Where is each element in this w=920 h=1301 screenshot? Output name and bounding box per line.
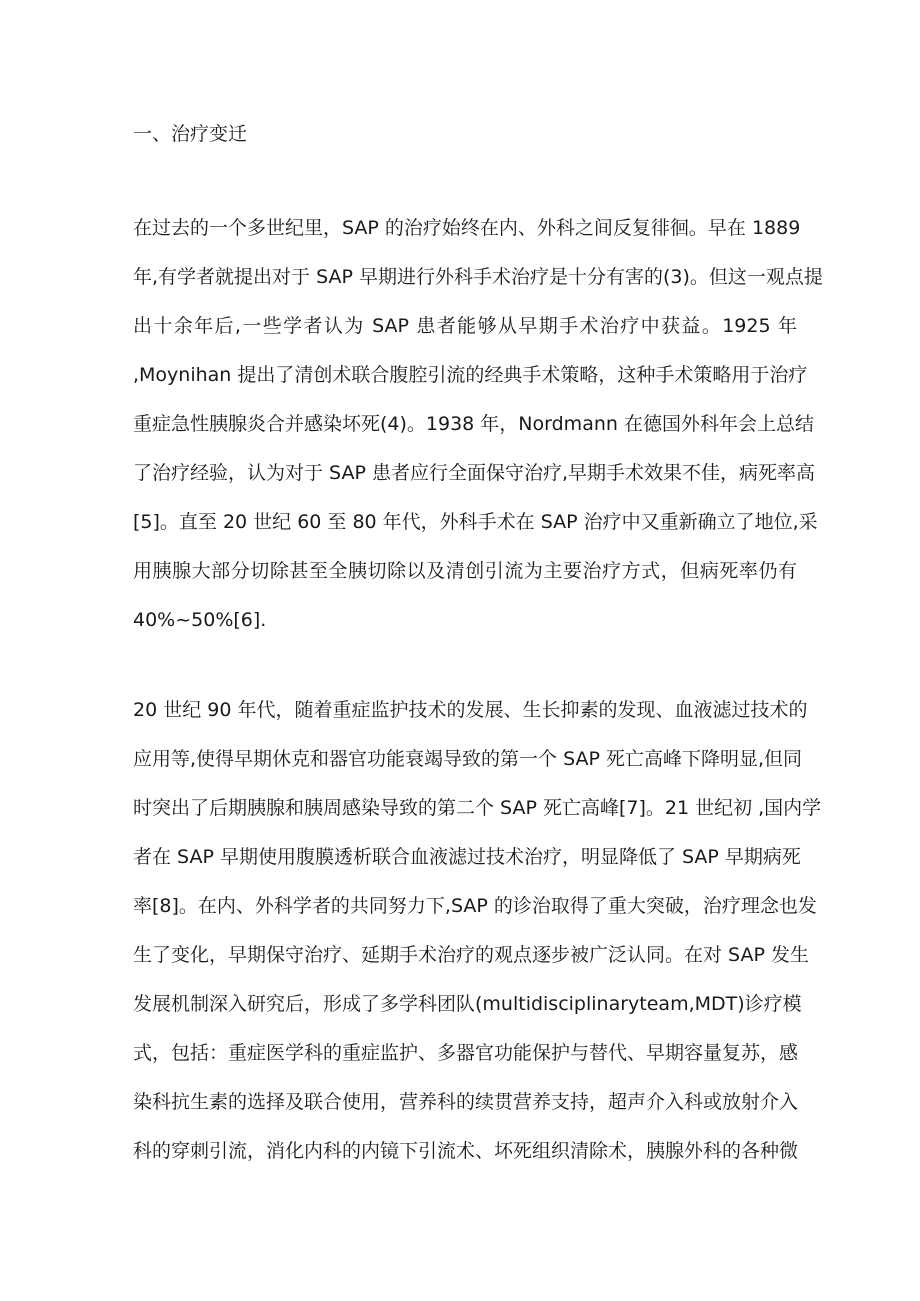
text-line: 40%~50%[6]. <box>133 609 267 631</box>
text-line: 重症急性胰腺炎合并感染坏死(4)。1938 年，Nordmann 在德国外科年会上总结 <box>133 413 814 435</box>
text-line: 染科抗生素的选择及联合使用，营养科的续贯营养支持，超声介入科或放射介入 <box>133 1091 799 1113</box>
text-line: 年,有学者就提出对于 SAP 早期进行外科手术治疗是十分有害的(3)。但这一观点提 <box>133 266 823 288</box>
text-line: 科的穿刺引流，消化内科的内镜下引流术、坏死组织清除术，胰腺外科的各种微 <box>133 1140 799 1162</box>
text-line: 20 世纪 90 年代，随着重症监护技术的发展、生长抑素的发现、血液滤过技术的 <box>133 699 808 721</box>
text-line: 时突出了后期胰腺和胰周感染导致的第二个 SAP 死亡高峰[7]。21 世纪初 ,国内学 <box>133 797 822 819</box>
text-line: 应用等,使得早期休克和器官功能衰竭导致的第一个 SAP 死亡高峰下降明显,但同 <box>133 748 803 770</box>
text-line: 出十余年后,一些学者认为 SAP 患者能够从早期手术治疗中获益。1925 年 <box>133 315 797 337</box>
text-line: 了治疗经验，认为对于 SAP 患者应行全面保守治疗,早期手术效果不佳，病死率高 <box>133 462 815 484</box>
text-line: 率[8]。在内、外科学者的共同努力下,SAP 的诊治取得了重大突破，治疗理念也发 <box>133 895 817 917</box>
text-line: [5]。直至 20 世纪 60 至 80 年代，外科手术在 SAP 治疗中又重新确立了地位,采 <box>133 511 818 533</box>
text-line: 者在 SAP 早期使用腹膜透析联合血液滤过技术治疗，明显降低了 SAP 早期病死 <box>133 846 801 868</box>
paragraph-history <box>133 204 823 645</box>
text-line: ,Moynihan 提出了清创术联合腹腔引流的经典手术策略，这种手术策略用于治疗 <box>133 364 808 386</box>
text-line: 生了变化，早期保守治疗、延期手术治疗的观点逐步被广泛认同。在对 SAP 发生 <box>133 944 809 966</box>
text-line: 式，包括：重症医学科的重症监护、多器官功能保护与替代、早期容量复苏，感 <box>133 1042 799 1064</box>
text-line: 用胰腺大部分切除甚至全胰切除以及清创引流为主要治疗方式，但病死率仍有 <box>133 560 797 582</box>
text-line: 发展机制深入研究后，形成了多学科团队(multidisciplinaryteam,MDT)诊疗模 <box>133 993 802 1015</box>
paragraph-modern <box>133 686 822 1176</box>
text-line: 在过去的一个多世纪里，SAP 的治疗始终在内、外科之间反复徘徊。早在 1889 <box>133 217 801 239</box>
section-heading: 一、治疗变迁 <box>133 123 248 145</box>
